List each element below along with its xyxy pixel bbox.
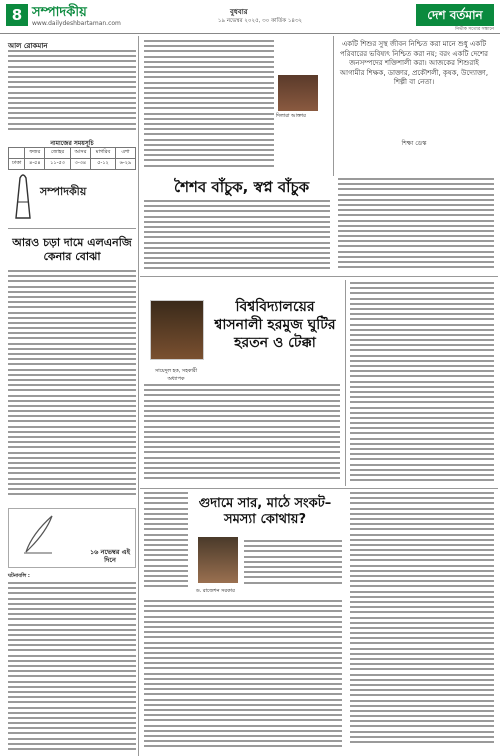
table-cell: ৬-২৯ [115,159,135,170]
quote-box [336,40,492,170]
divider [8,228,136,229]
author-photo [198,537,238,583]
column-rule-1 [138,36,139,756]
quote-text: একটি শিশুর সুস্থ জীবন নিশ্চিত করা মানে শুধু একটি পরিবারের ভবিষ্যৎ নিশ্চিত করা নয়; বরং একটি দেশের জনসম্পদের শক্তিশালী করা। আজকের শিশুরাই আগামীর শিক্ষক, ডাক্তার, প্রকৌশলী, কৃষক, উদ্যোক্তা, শিল্পী বা নেতা। [339,40,489,87]
table-header-cell: ফজর [25,148,45,159]
table-row-label: ঢাকা [9,159,25,170]
photo-caption: দিলারা আক্তার [276,113,306,119]
table-header-cell: মাগরিব [91,148,116,159]
table-cell: ৫-১২ [91,159,116,170]
article-body [144,40,274,170]
website-link[interactable]: www.dailydeshbartaman.com [32,20,121,27]
newspaper-logo: দেশ বর্তমান [416,4,494,26]
editorial-label: সম্পাদকীয় [40,185,87,198]
photo-caption: ড. রাজেশন সরকার [196,588,235,594]
article-body [244,540,342,587]
column-rule-2 [333,36,334,176]
column-rule-3 [345,280,346,486]
editorial-body [8,270,136,498]
article-headline[interactable]: শৈশব বাঁচুক, স্বপ্ন বাঁচুক [174,178,310,196]
article-body [350,282,494,484]
photo-caption: সায়েদুল হক, সহকারী অধ্যাপক [154,368,197,382]
table-cell: ১১-৫৩ [45,159,70,170]
table-header-cell [9,148,25,159]
events-list [8,582,136,753]
table-cell: ৩-৩৪ [70,159,91,170]
this-day-title: ১৬ নভেম্বর এই দিনে [89,548,131,564]
logo-tagline: নির্ভীক সত্যের সন্ধানে [455,27,494,32]
date-line: ১৯ নভেম্বর ২০২৫, ৩০ কার্তিক ১৪৩২ [217,18,303,24]
author-photo [278,75,318,111]
prayer-times-table [8,147,136,170]
row-rule-1 [140,276,498,277]
article-headline[interactable]: গুদামে সার, মাঠে সংকট–সমস্যা কোথায়? [198,496,332,527]
article-body [8,50,136,133]
page-header [0,0,500,34]
table-cell: ৪-৫৪ [25,159,45,170]
row-rule-2 [140,488,498,489]
table-header-cell: এশা [115,148,135,159]
table-header-cell: জোহর [45,148,70,159]
day-label: বুধবার [230,8,248,16]
quote-byline: শিক্ষা ডেস্ক [401,140,427,147]
article-body [338,178,494,271]
article-body [350,492,494,746]
article-headline[interactable]: বিশ্ববিদ্যালয়ের শ্বাসনালী হরমুজ ঘুটির হরতন ও টেক্কা [214,299,336,351]
prayer-times-title: নামাজের সময়সূচি [50,140,94,147]
article-body [144,200,330,273]
table-header-cell: আসর [70,148,91,159]
pen-icon [12,172,34,220]
article-body [144,384,340,483]
author-photo [150,300,204,360]
article-body [144,600,342,750]
editorial-headline: আরও চড়া দামে এলএনজি কেনার বোঝা [12,236,132,263]
quill-icon [22,514,56,554]
events-label: ঘটনাবলি : [8,573,30,579]
page-number: 8 [6,4,28,26]
article-body [144,492,188,591]
author-name: আল রোকমান [8,42,48,50]
section-title: সম্পাদকীয় [32,5,87,20]
